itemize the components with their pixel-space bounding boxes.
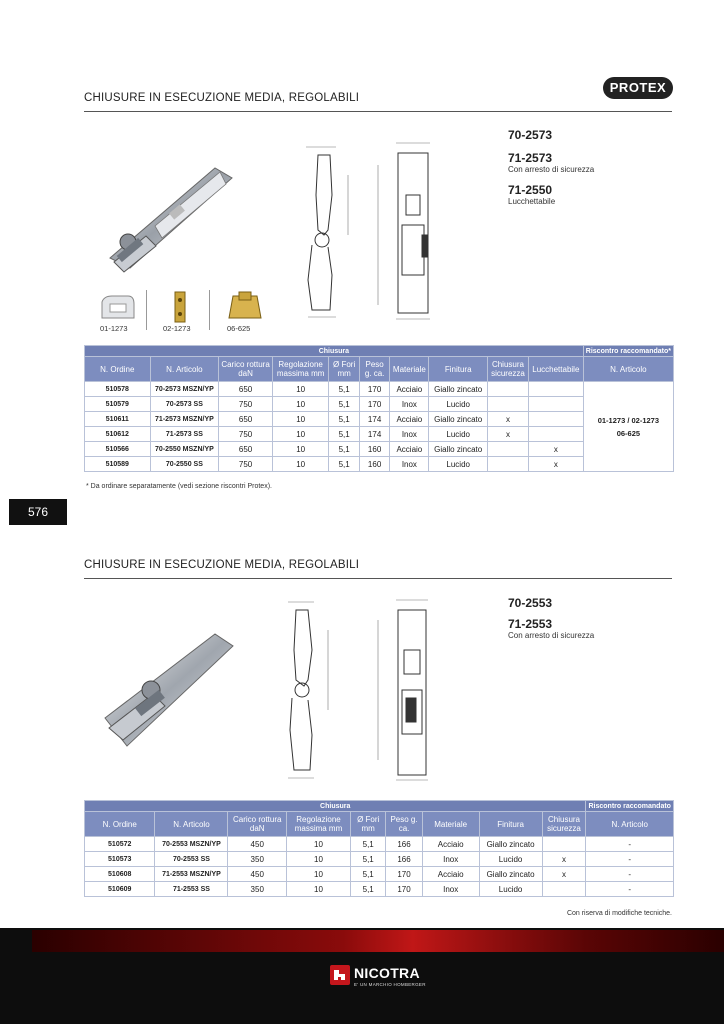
table-cell: Lucido	[429, 397, 488, 412]
table-cell: 10	[272, 457, 329, 472]
table-cell: 160	[359, 442, 390, 457]
table-cell: Lucido	[479, 852, 542, 867]
table-cell: 510578	[85, 382, 151, 397]
table-cell: Acciaio	[422, 837, 479, 852]
col-riscontro-articolo: N. Articolo	[583, 357, 673, 382]
table-cell: 5,1	[329, 457, 359, 472]
table-cell: 5,1	[350, 852, 385, 867]
table-cell: 70-2553 MSZN/YP	[155, 837, 228, 852]
col-lucchettabile: Lucchettabile	[528, 357, 583, 382]
latch-photo-1	[100, 150, 240, 280]
col-riscontro-articolo-2: N. Articolo	[586, 812, 674, 837]
table-cell: 166	[386, 837, 422, 852]
footer-red-bar	[32, 930, 724, 952]
footnote-2: Con riserva di modifiche tecniche.	[566, 910, 672, 917]
table-cell: Inox	[390, 457, 429, 472]
table-cell: 510612	[85, 427, 151, 442]
table-cell	[488, 382, 529, 397]
table-cell	[528, 397, 583, 412]
table-cell: 5,1	[329, 382, 359, 397]
section1-title: CHIUSURE IN ESECUZIONE MEDIA, REGOLABILI	[84, 92, 360, 104]
table-cell	[488, 442, 529, 457]
table-cell	[488, 397, 529, 412]
table-cell	[528, 427, 583, 442]
table-cell: 510608	[85, 867, 155, 882]
technical-drawing-1	[278, 135, 460, 325]
table-cell: x	[488, 427, 529, 442]
table-cell	[528, 382, 583, 397]
table-cell: Giallo zincato	[429, 442, 488, 457]
latch-photo-2	[95, 628, 245, 758]
table-cell: Inox	[390, 427, 429, 442]
model-note-71-2553: Con arresto di sicurezza	[508, 631, 595, 640]
col-finitura: Finitura	[429, 357, 488, 382]
table-cell: 5,1	[329, 427, 359, 442]
col-materiale: Materiale	[390, 357, 429, 382]
technical-drawing-2	[278, 590, 460, 785]
table-cell: x	[488, 412, 529, 427]
col-finitura-2: Finitura	[479, 812, 542, 837]
table-cell: 166	[386, 852, 422, 867]
spec-table-2	[84, 800, 674, 897]
table-cell: 450	[228, 867, 287, 882]
col-fori: Ø Fori mm	[329, 357, 359, 382]
table-cell: 350	[228, 852, 287, 867]
col-chiusura-sicurezza-2: Chiusura sicurezza	[542, 812, 586, 837]
table-cell: x	[542, 852, 586, 867]
table-cell: Acciaio	[422, 867, 479, 882]
table-cell: 650	[219, 412, 273, 427]
table-cell: Inox	[422, 852, 479, 867]
nicotra-logo-icon	[330, 965, 350, 985]
table-cell: Acciaio	[390, 382, 429, 397]
spec-table-1	[84, 345, 674, 472]
table-cell: 5,1	[329, 412, 359, 427]
section2-title: CHIUSURE IN ESECUZIONE MEDIA, REGOLABILI	[84, 559, 360, 571]
table-cell: 71-2553 MSZN/YP	[155, 867, 228, 882]
col-peso-2: Peso g. ca.	[386, 812, 422, 837]
model-note-71-2573: Con arresto di sicurezza	[508, 165, 595, 174]
table-cell: Lucido	[429, 427, 488, 442]
table-cell: 510611	[85, 412, 151, 427]
table-cell: 71-2553 SS	[155, 882, 228, 897]
table-cell: 10	[287, 882, 351, 897]
group-riscontro-2: Riscontro raccomandato	[586, 801, 674, 812]
table-cell: -	[586, 882, 674, 897]
table-cell: 5,1	[350, 867, 385, 882]
page-number: 576	[9, 499, 67, 525]
table-cell: Lucido	[429, 457, 488, 472]
col-regolazione: Regolazione massima mm	[272, 357, 329, 382]
table-cell: 170	[386, 882, 422, 897]
table-cell: 750	[219, 427, 273, 442]
thumb-label-01-1273: 01-1273	[100, 324, 128, 333]
col-materiale-2: Materiale	[422, 812, 479, 837]
table-cell: 160	[359, 457, 390, 472]
table-cell: 750	[219, 397, 273, 412]
table-cell: 10	[287, 837, 351, 852]
table-cell: 170	[359, 382, 390, 397]
table-cell: Inox	[422, 882, 479, 897]
model-code-70-2553: 70-2553	[508, 596, 553, 610]
table-cell: x	[542, 867, 586, 882]
model-code-71-2573: 71-2573	[508, 151, 553, 165]
table-cell: Giallo zincato	[479, 837, 542, 852]
table-cell: 450	[228, 837, 287, 852]
table-cell: 5,1	[329, 397, 359, 412]
thumb-label-02-1273: 02-1273	[163, 324, 191, 333]
col-chiusura-sicurezza: Chiusura sicurezza	[488, 357, 529, 382]
table-cell	[542, 882, 586, 897]
col-carico-2: Carico rottura daN	[228, 812, 287, 837]
table-cell: -	[586, 867, 674, 882]
table-cell: Giallo zincato	[429, 382, 488, 397]
table-cell: 5,1	[350, 882, 385, 897]
section1-divider	[84, 111, 672, 112]
col-carico: Carico rottura daN	[219, 357, 273, 382]
table-cell: 5,1	[350, 837, 385, 852]
col-n-ordine: N. Ordine	[85, 357, 151, 382]
table-cell	[542, 837, 586, 852]
table-cell: Giallo zincato	[479, 867, 542, 882]
col-n-articolo-2: N. Articolo	[155, 812, 228, 837]
table-cell: 5,1	[329, 442, 359, 457]
table-cell: 170	[359, 397, 390, 412]
table-cell: 510579	[85, 397, 151, 412]
table-cell: Lucido	[479, 882, 542, 897]
table-cell: 510609	[85, 882, 155, 897]
model-code-70-2573: 70-2573	[508, 128, 553, 142]
table-cell: 510572	[85, 837, 155, 852]
table-cell: 750	[219, 457, 273, 472]
table-cell: 70-2573 MSZN/YP	[150, 382, 219, 397]
table-cell: 10	[287, 852, 351, 867]
table-cell: 510589	[85, 457, 151, 472]
table-cell: 70-2553 SS	[155, 852, 228, 867]
table-cell	[488, 457, 529, 472]
table-cell: Inox	[390, 397, 429, 412]
col-fori-2: Ø Fori mm	[350, 812, 385, 837]
model-code-71-2553: 71-2553	[508, 617, 553, 631]
thumb-label-06-625: 06-625	[227, 324, 251, 333]
table-cell: 174	[359, 412, 390, 427]
table-cell: 10	[272, 442, 329, 457]
table-cell: 650	[219, 382, 273, 397]
model-code-71-2550: 71-2550	[508, 183, 553, 197]
table-cell: 71-2573 SS	[150, 427, 219, 442]
col-regolazione-2: Regolazione massima mm	[287, 812, 351, 837]
group-chiusura-2: Chiusura	[85, 801, 586, 812]
table-cell	[528, 412, 583, 427]
group-chiusura: Chiusura	[85, 346, 584, 357]
table-cell: 71-2573 MSZN/YP	[150, 412, 219, 427]
table-row	[85, 837, 674, 852]
table-cell: 174	[359, 427, 390, 442]
nicotra-logo-text: NICOTRA	[354, 965, 420, 981]
table-cell: 10	[272, 427, 329, 442]
col-n-articolo: N. Articolo	[150, 357, 219, 382]
table-row	[85, 382, 674, 397]
table-cell: -	[586, 837, 674, 852]
table-row	[85, 852, 674, 867]
model-note-71-2550: Lucchettabile	[508, 197, 556, 206]
col-peso: Peso g. ca.	[359, 357, 390, 382]
riscontro-cell: 01-1273 / 02-1273 06-625	[583, 382, 673, 472]
table-cell: -	[586, 852, 674, 867]
table-cell: Acciaio	[390, 442, 429, 457]
table-cell: 10	[272, 397, 329, 412]
table-cell: 10	[287, 867, 351, 882]
table-cell: 350	[228, 882, 287, 897]
table-cell: 70-2550 MSZN/YP	[150, 442, 219, 457]
table-cell: 650	[219, 442, 273, 457]
footnote-1: * Da ordinare separatamente (vedi sezione riscontri Protex).	[86, 483, 272, 490]
table-row	[85, 867, 674, 882]
table-cell: 10	[272, 382, 329, 397]
table-cell: 70-2550 SS	[150, 457, 219, 472]
col-n-ordine-2: N. Ordine	[85, 812, 155, 837]
protex-logo: PROTEX	[603, 77, 673, 99]
table-cell: 70-2573 SS	[150, 397, 219, 412]
thumbnail-row	[84, 290, 274, 338]
table-cell: Acciaio	[390, 412, 429, 427]
table-cell: Giallo zincato	[429, 412, 488, 427]
section2-divider	[84, 578, 672, 579]
group-riscontro: Riscontro raccomandato*	[583, 346, 673, 357]
table-cell: 170	[386, 867, 422, 882]
table-cell: x	[528, 457, 583, 472]
table-row	[85, 882, 674, 897]
table-cell: 10	[272, 412, 329, 427]
nicotra-logo-subtext: E' UN MARCHIO HOMBERGER	[354, 982, 426, 987]
table-cell: 510573	[85, 852, 155, 867]
table-cell: 510566	[85, 442, 151, 457]
table-cell: x	[528, 442, 583, 457]
